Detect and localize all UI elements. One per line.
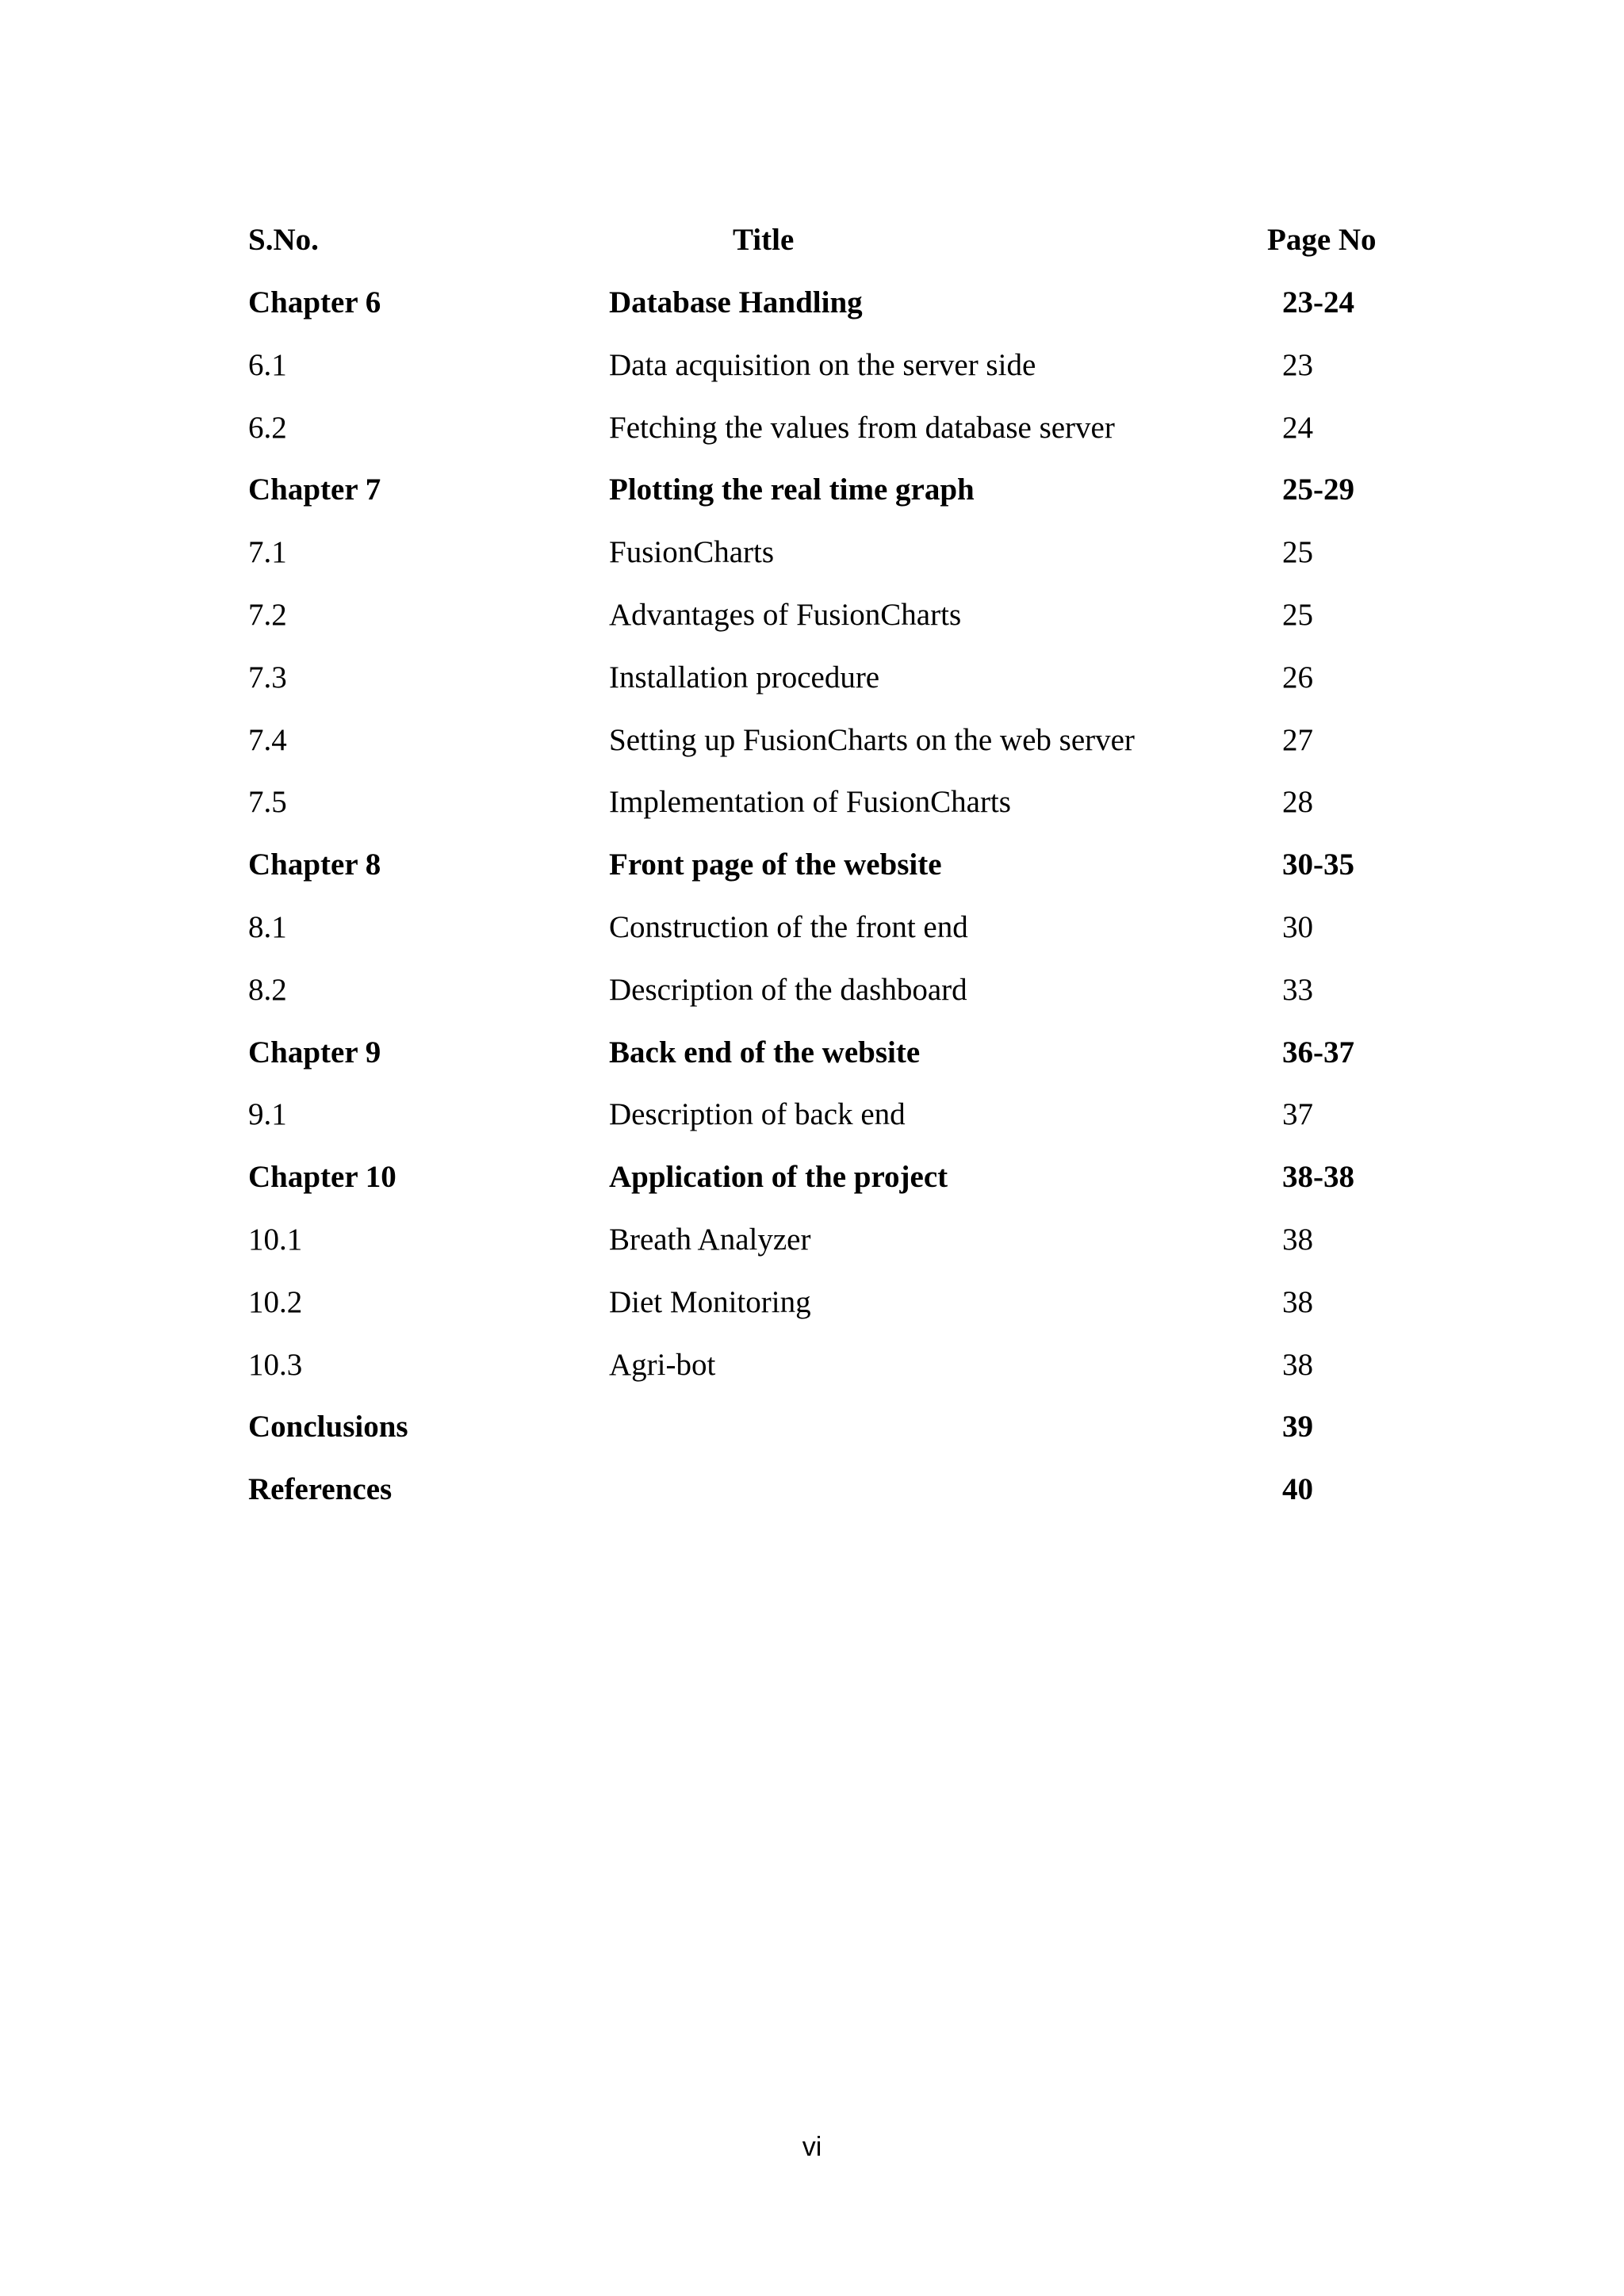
toc-title: Construction of the front end (609, 910, 968, 944)
toc-title: Setting up FusionCharts on the web server (609, 723, 1135, 757)
toc-title: Plotting the real time graph (609, 473, 975, 507)
toc-sno: Chapter 7 (248, 473, 381, 507)
toc-title: Breath Analyzer (609, 1223, 811, 1257)
toc-chapter-row (0, 1154, 1624, 1201)
toc-header-row (0, 216, 1624, 264)
toc-title: Data acquisition on the server side (609, 348, 1036, 382)
toc-sno: Chapter 8 (248, 848, 381, 882)
toc-title: Installation procedure (609, 660, 880, 695)
toc-section-row (0, 717, 1624, 764)
toc-sno: 8.2 (248, 973, 287, 1007)
toc-page: 25-29 (1282, 473, 1354, 507)
toc-page: 40 (1282, 1472, 1313, 1506)
toc-chapter-row (0, 279, 1624, 327)
toc-section-row (0, 904, 1624, 951)
toc-page: 30 (1282, 910, 1313, 944)
toc-sno: Chapter 6 (248, 285, 381, 320)
toc-section-row (0, 1216, 1624, 1264)
toc-section-row (0, 1091, 1624, 1138)
toc-title: Database Handling (609, 285, 863, 320)
toc-page: 38 (1282, 1223, 1313, 1257)
toc-sno: 7.1 (248, 535, 287, 569)
toc-page: 39 (1282, 1410, 1313, 1444)
sno-column-header: S.No. (248, 223, 319, 257)
toc-page: 38 (1282, 1285, 1313, 1319)
toc-title: Front page of the website (609, 848, 942, 882)
toc-sno: 7.3 (248, 660, 287, 695)
toc-title: Description of back end (609, 1097, 906, 1131)
toc-sno: 8.1 (248, 910, 287, 944)
toc-sno: 6.2 (248, 411, 287, 445)
toc-sno: References (248, 1472, 393, 1506)
toc-section-row (0, 654, 1624, 702)
toc-page: 36-37 (1282, 1035, 1354, 1070)
toc-sno: 10.3 (248, 1348, 303, 1382)
toc-chapter-row (0, 466, 1624, 514)
toc-page: 33 (1282, 973, 1313, 1007)
toc-title: Description of the dashboard (609, 973, 967, 1007)
toc-sno: 10.2 (248, 1285, 303, 1319)
toc-sno: 6.1 (248, 348, 287, 382)
toc-page: 30-35 (1282, 848, 1354, 882)
toc-page: 38-38 (1282, 1160, 1354, 1194)
page-number: vi (802, 2132, 822, 2162)
toc-title: Implementation of FusionCharts (609, 785, 1011, 819)
toc-page: 25 (1282, 535, 1313, 569)
toc-page: 24 (1282, 411, 1313, 445)
toc-section-row (0, 591, 1624, 639)
toc-sno: 10.1 (248, 1223, 303, 1257)
toc-title: Back end of the website (609, 1035, 921, 1070)
toc-sno: 9.1 (248, 1097, 287, 1131)
toc-title: Advantages of FusionCharts (609, 598, 962, 632)
toc-section-row (0, 779, 1624, 826)
toc-chapter-row (0, 1403, 1624, 1451)
toc-sno: 7.4 (248, 723, 287, 757)
toc-chapter-row (0, 1466, 1624, 1513)
toc-title: Agri-bot (609, 1348, 716, 1382)
toc-page: 26 (1282, 660, 1313, 695)
title-column-header: Title (733, 223, 795, 257)
toc-section-row (0, 1341, 1624, 1389)
toc-page: 37 (1282, 1097, 1313, 1131)
toc-sno: Conclusions (248, 1410, 408, 1444)
toc-title: Fetching the values from database server (609, 411, 1115, 445)
toc-page: 28 (1282, 785, 1313, 819)
toc-section-row (0, 342, 1624, 389)
toc-section-row (0, 529, 1624, 576)
toc-section-row (0, 404, 1624, 452)
toc-chapter-row (0, 1029, 1624, 1077)
toc-section-row (0, 1279, 1624, 1326)
toc-section-row (0, 966, 1624, 1014)
toc-page: 27 (1282, 723, 1313, 757)
page-no-column-header: Page No (1267, 223, 1377, 257)
toc-sno: Chapter 10 (248, 1160, 396, 1194)
toc-page: 25 (1282, 598, 1313, 632)
toc-sno: 7.5 (248, 785, 287, 819)
toc-title: Application of the project (609, 1160, 948, 1194)
toc-page: 23-24 (1282, 285, 1354, 320)
toc-title: FusionCharts (609, 535, 775, 569)
toc-title: Diet Monitoring (609, 1285, 811, 1319)
toc-chapter-row (0, 841, 1624, 889)
toc-sno: Chapter 9 (248, 1035, 381, 1070)
toc-page: 38 (1282, 1348, 1313, 1382)
toc-page: 23 (1282, 348, 1313, 382)
toc-sno: 7.2 (248, 598, 287, 632)
